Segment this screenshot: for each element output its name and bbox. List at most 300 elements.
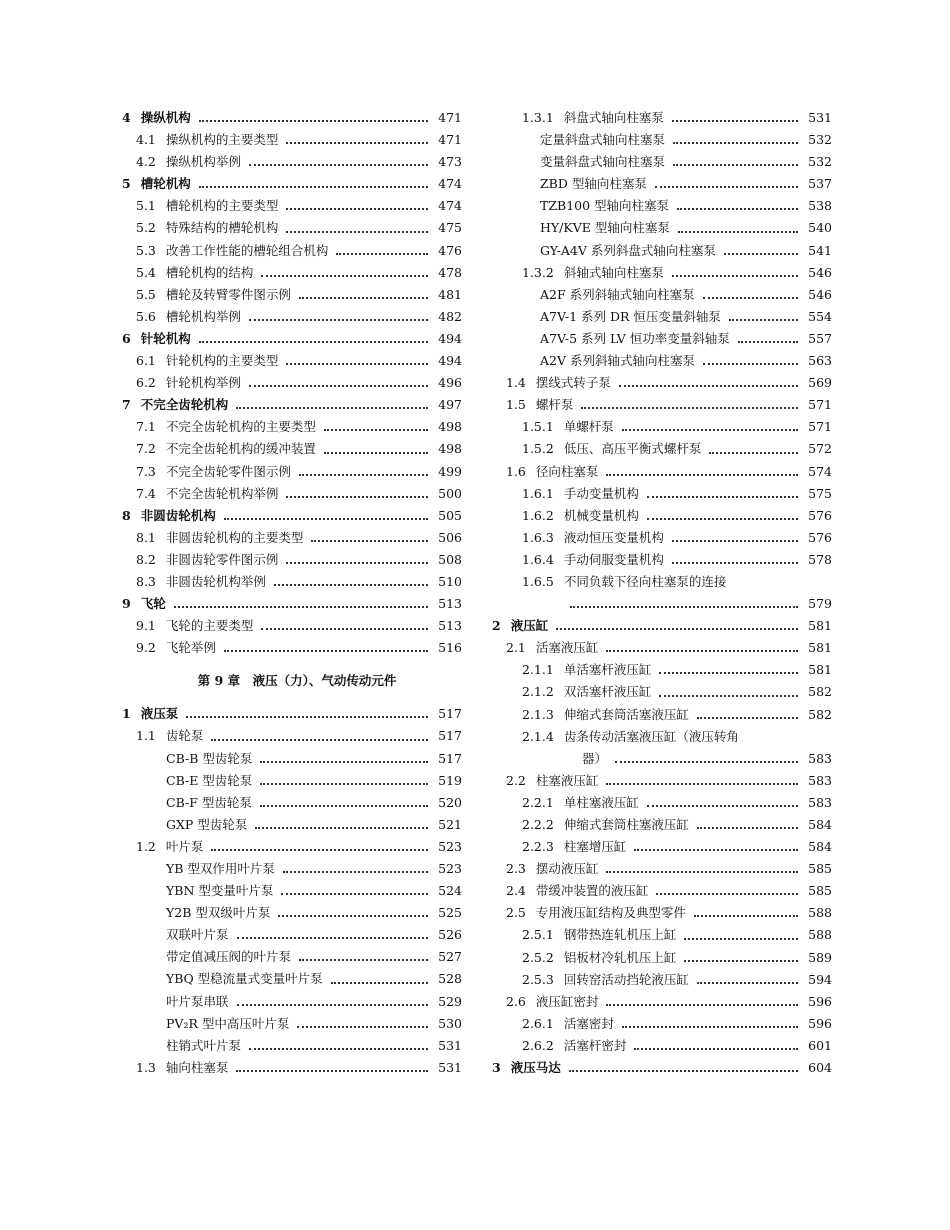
entry-number: 1.6.5	[522, 573, 554, 589]
entry-title: YBN 型变量叶片泵	[166, 883, 274, 899]
toc-entry[interactable]	[122, 217, 462, 239]
page-number: 594	[808, 971, 832, 987]
entry-number: 2.5.1	[522, 927, 554, 943]
entry-number: 5.3	[136, 242, 156, 258]
toc-entry[interactable]	[492, 681, 832, 703]
toc-entry[interactable]	[492, 659, 832, 681]
toc-entry[interactable]	[492, 438, 832, 460]
page-number: 538	[808, 198, 832, 214]
dot-leader	[299, 474, 428, 476]
dot-leader	[199, 341, 428, 343]
toc-entry[interactable]	[122, 527, 462, 549]
entry-number: 1.6	[506, 463, 526, 479]
toc-entry[interactable]	[122, 858, 462, 880]
page-number: 498	[438, 441, 462, 457]
entry-number: 7.3	[136, 463, 156, 479]
entry-title: A7V-1 系列 DR 恒压变量斜轴泵	[540, 308, 721, 324]
toc-entry[interactable]	[492, 770, 832, 792]
toc-entry[interactable]	[122, 792, 462, 814]
dot-leader	[255, 827, 428, 829]
page-number: 494	[438, 330, 462, 346]
page-number: 601	[808, 1037, 832, 1053]
page-number: 569	[808, 375, 832, 391]
toc-entry[interactable]	[122, 107, 462, 129]
entry-title: 飞轮举例	[165, 640, 216, 656]
entry-title: 液压缸	[510, 618, 549, 634]
entry-number: 8.1	[136, 529, 156, 545]
toc-entry[interactable]	[122, 284, 462, 306]
entry-number: 2.6.1	[522, 1015, 554, 1031]
entry-title: 活塞杆密封	[563, 1037, 627, 1053]
toc-entry[interactable]	[122, 328, 462, 350]
page-number: 563	[808, 353, 832, 369]
page-number: 510	[438, 573, 462, 589]
dot-leader	[260, 805, 428, 807]
entry-number: 9	[122, 596, 131, 612]
entry-number: 2.5.3	[522, 971, 554, 987]
dot-leader	[622, 1026, 798, 1028]
toc-entry[interactable]	[492, 195, 832, 217]
toc-entry[interactable]	[492, 107, 832, 129]
toc-entry[interactable]	[492, 527, 832, 549]
entry-number: 7.1	[136, 419, 156, 435]
dot-leader	[659, 672, 798, 674]
entry-title: 手动变量机构	[563, 485, 639, 501]
toc-entry[interactable]	[492, 328, 832, 350]
entry-title: 径向柱塞泵	[535, 463, 599, 479]
dot-leader	[729, 319, 798, 321]
toc-entry[interactable]	[122, 438, 462, 460]
toc-entry[interactable]	[492, 637, 832, 659]
dot-leader	[211, 739, 428, 741]
dot-leader	[615, 761, 798, 763]
entry-title: YB 型双作用叶片泵	[166, 861, 275, 876]
entry-title: 带缓冲装置的液压缸	[535, 883, 649, 899]
toc-entry[interactable]	[492, 461, 832, 483]
toc-entry[interactable]	[492, 748, 832, 770]
entry-title: 液动恒压变量机构	[563, 529, 664, 545]
dot-leader	[297, 1026, 428, 1028]
dot-leader	[249, 1048, 428, 1050]
page-number: 583	[808, 772, 832, 788]
page-number: 527	[438, 949, 462, 965]
toc-entry[interactable]	[492, 1035, 832, 1057]
chapter-heading: 第 9 章 液压（力）、气动传动元件	[197, 673, 397, 689]
dot-leader	[672, 275, 798, 277]
toc-left-column	[122, 107, 462, 1079]
entry-title: 柱销式叶片泵	[166, 1037, 242, 1053]
toc-entry[interactable]	[122, 946, 462, 968]
dot-leader	[286, 231, 428, 233]
toc-entry[interactable]	[122, 924, 462, 946]
toc-entry[interactable]	[122, 394, 462, 416]
toc-entry[interactable]	[122, 1035, 462, 1057]
entry-title: 非圆齿轮零件图示例	[165, 551, 279, 567]
page-number: 481	[438, 286, 462, 302]
toc-entry[interactable]	[122, 880, 462, 902]
entry-number: 1.6.1	[522, 485, 554, 501]
dot-leader	[697, 717, 798, 719]
entry-number: 2.2.3	[522, 839, 554, 855]
entry-title: 叶片泵串联	[166, 993, 229, 1009]
dot-leader	[199, 120, 428, 122]
toc-entry[interactable]	[492, 947, 832, 969]
toc-entry[interactable]	[492, 902, 832, 924]
toc-entry[interactable]	[122, 1057, 462, 1079]
dot-leader	[186, 716, 428, 718]
entry-number: 1.5.2	[522, 441, 554, 457]
page-number: 474	[438, 198, 462, 214]
page-number: 581	[808, 662, 832, 678]
dot-leader	[570, 606, 798, 608]
toc-entry[interactable]	[122, 505, 462, 527]
entry-title: 不同负载下径向柱塞泵的连接	[563, 573, 727, 589]
entry-title: 机械变量机构	[563, 507, 639, 523]
entry-title: 改善工作性能的槽轮组合机构	[165, 242, 329, 258]
page-number: 581	[808, 640, 832, 656]
toc-entry[interactable]	[492, 1057, 832, 1079]
page-number: 516	[438, 640, 462, 656]
dot-leader	[249, 319, 428, 321]
entry-title: 器）	[582, 750, 608, 766]
dot-leader	[606, 1004, 798, 1006]
dot-leader	[336, 253, 428, 255]
page-number: 604	[808, 1060, 832, 1076]
toc-entry[interactable]	[122, 814, 462, 836]
toc-entry[interactable]	[122, 1013, 462, 1035]
entry-number: 4.2	[136, 154, 156, 170]
toc-entry[interactable]	[122, 549, 462, 571]
entry-number: 1.6.3	[522, 529, 554, 545]
entry-number: 1.2	[136, 838, 156, 854]
toc-entry[interactable]	[122, 262, 462, 284]
toc-entry[interactable]	[492, 593, 832, 615]
dot-leader	[211, 849, 428, 851]
entry-title: 摆线式转子泵	[535, 375, 611, 391]
dot-leader	[237, 937, 428, 939]
toc-entry[interactable]	[122, 151, 462, 173]
entry-number: 4	[122, 110, 131, 125]
page-number: 588	[808, 905, 832, 921]
dot-leader	[236, 1070, 428, 1072]
toc-entry[interactable]	[122, 461, 462, 483]
entry-title: PV₂R 型中高压叶片泵	[166, 1015, 290, 1031]
page-number: 473	[438, 154, 462, 170]
entry-title: ZBD 型轴向柱塞泵	[540, 176, 647, 192]
entry-title: 低压、高压平衡式螺杆泵	[563, 441, 702, 457]
page-number: 496	[438, 375, 462, 391]
toc-entry[interactable]	[492, 151, 832, 173]
toc-entry[interactable]	[122, 195, 462, 217]
entry-number: 5.5	[136, 286, 156, 302]
entry-number: 1.3.1	[522, 110, 554, 125]
page-number: 576	[808, 507, 832, 523]
toc-entry[interactable]	[492, 416, 832, 438]
entry-title: 不完全齿轮机构的缓冲装置	[165, 441, 316, 457]
entry-title: 叶片泵	[165, 838, 204, 854]
page-number: 500	[438, 485, 462, 501]
page-number: 520	[438, 794, 462, 810]
page-number: 581	[808, 618, 832, 634]
toc-entry[interactable]	[492, 991, 832, 1013]
page-number: 582	[808, 706, 832, 722]
entry-title: 双联叶片泵	[166, 927, 229, 943]
dot-leader	[659, 695, 798, 697]
page-number: 517	[438, 728, 462, 744]
entry-title: 摆动液压缸	[535, 861, 599, 877]
dot-leader	[647, 805, 798, 807]
dot-leader	[677, 208, 798, 210]
page-number: 476	[438, 242, 462, 258]
dot-leader	[634, 1048, 798, 1050]
page-number: 525	[438, 905, 462, 921]
toc-entry[interactable]	[492, 129, 832, 151]
toc-entry[interactable]	[122, 416, 462, 438]
page-number: 471	[438, 132, 462, 148]
toc-entry[interactable]	[492, 571, 832, 593]
page-number: 474	[438, 176, 462, 192]
dot-leader	[673, 164, 798, 166]
page-number: 589	[808, 949, 832, 965]
entry-number: 9.2	[136, 640, 156, 656]
entry-title: 双活塞杆液压缸	[563, 684, 652, 700]
toc-entry[interactable]	[122, 129, 462, 151]
entry-number: 7.2	[136, 441, 156, 457]
dot-leader	[174, 606, 428, 608]
dot-leader	[606, 474, 798, 476]
toc-entry[interactable]	[492, 924, 832, 946]
entry-number: 2.1	[506, 640, 526, 656]
entry-title: 铝板材冷轧机压上缸	[563, 949, 677, 965]
entry-number: 5.6	[136, 308, 156, 324]
toc-entry[interactable]	[492, 284, 832, 306]
entry-title: YBQ 型稳流量式变量叶片泵	[166, 971, 323, 987]
dot-leader	[694, 915, 798, 917]
page-number: 571	[808, 397, 832, 413]
dot-leader	[286, 562, 428, 564]
page-number: 583	[808, 750, 832, 766]
entry-title: A2V 系列斜轴式轴向柱塞泵	[540, 353, 695, 369]
toc-entry[interactable]	[122, 350, 462, 372]
entry-title: CB-E 型齿轮泵	[166, 772, 253, 788]
dot-leader	[606, 783, 798, 785]
page-number: 571	[808, 419, 832, 435]
dot-leader	[684, 960, 798, 962]
dot-leader	[634, 849, 798, 851]
entry-title: 齿轮泵	[165, 728, 204, 744]
entry-title: 专用液压缸结构及典型零件	[535, 905, 686, 921]
entry-title: 柱塞增压缸	[563, 839, 627, 855]
toc-entry[interactable]	[492, 240, 832, 262]
toc-entry[interactable]	[122, 372, 462, 394]
entry-title: 非圆齿轮机构的主要类型	[165, 529, 304, 545]
page-number: 576	[808, 529, 832, 545]
toc-entry[interactable]	[492, 880, 832, 902]
page-number: 572	[808, 441, 832, 457]
toc-entry[interactable]	[122, 637, 462, 659]
entry-title: 斜盘式轴向柱塞泵	[563, 110, 664, 125]
entry-title: 槽轮机构举例	[165, 308, 241, 324]
page-number: 546	[808, 264, 832, 280]
dot-leader	[311, 540, 428, 542]
page-number: 526	[438, 927, 462, 943]
toc-entry[interactable]	[122, 571, 462, 593]
page-number: 579	[808, 596, 832, 612]
toc-entry[interactable]	[492, 350, 832, 372]
toc-entry[interactable]	[492, 394, 832, 416]
entry-number: 2.1.2	[522, 684, 554, 700]
toc-entry[interactable]	[122, 615, 462, 637]
entry-number: 8	[122, 507, 131, 523]
entry-number: 2.1.3	[522, 706, 554, 722]
dot-leader	[249, 164, 428, 166]
page-number: 554	[808, 308, 832, 324]
dot-leader	[697, 982, 798, 984]
dot-leader	[672, 120, 798, 122]
dot-leader	[703, 297, 798, 299]
entry-number: 1.6.2	[522, 507, 554, 523]
entry-title: 活塞密封	[563, 1015, 614, 1031]
page-number: 519	[438, 772, 462, 788]
entry-number: 6.1	[136, 353, 156, 369]
entry-title: GY-A4V 系列斜盘式轴向柱塞泵	[540, 242, 716, 258]
toc-entry[interactable]	[492, 969, 832, 991]
toc-entry[interactable]	[122, 240, 462, 262]
toc-entry[interactable]	[122, 306, 462, 328]
dot-leader	[261, 628, 428, 630]
toc-entry[interactable]	[122, 968, 462, 990]
toc-entry[interactable]	[492, 217, 832, 239]
entry-title: 螺杆泵	[535, 397, 574, 413]
toc-entry[interactable]	[492, 306, 832, 328]
entry-number: 4.1	[136, 132, 156, 148]
page-number: 529	[438, 993, 462, 1009]
entry-title: 液压缸密封	[535, 993, 599, 1009]
toc-entry[interactable]	[492, 704, 832, 726]
page-number: 531	[438, 1037, 462, 1053]
toc-entry[interactable]	[122, 703, 462, 725]
toc-entry[interactable]	[122, 483, 462, 505]
entry-title: 不完全齿轮零件图示例	[165, 463, 291, 479]
dot-leader	[236, 407, 428, 409]
entry-number: 1.5	[506, 397, 526, 413]
dot-leader	[331, 982, 428, 984]
page-number: 588	[808, 927, 832, 943]
page-number: 505	[438, 507, 462, 523]
toc-entry[interactable]	[492, 483, 832, 505]
entry-title: 操纵机构举例	[165, 154, 241, 170]
page-number: 506	[438, 529, 462, 545]
entry-number: 2	[492, 618, 501, 634]
toc-entry[interactable]	[492, 372, 832, 394]
toc-entry[interactable]	[492, 173, 832, 195]
entry-title: 不完全齿轮机构举例	[165, 485, 279, 501]
entry-number: 8.3	[136, 573, 156, 589]
dot-leader	[237, 1004, 428, 1006]
page-number: 541	[808, 242, 832, 258]
toc-entry[interactable]	[492, 836, 832, 858]
toc-entry[interactable]	[492, 262, 832, 284]
toc-entry[interactable]	[122, 593, 462, 615]
toc-entry[interactable]	[122, 725, 462, 747]
page-number: 575	[808, 485, 832, 501]
dot-leader	[647, 518, 798, 520]
page-number: 532	[808, 154, 832, 170]
entry-number: 1.4	[506, 375, 526, 391]
page-number: 583	[808, 794, 832, 810]
toc-entry[interactable]	[122, 770, 462, 792]
toc-entry[interactable]	[492, 615, 832, 637]
entry-title: 柱塞液压缸	[535, 772, 599, 788]
dot-leader	[724, 253, 798, 255]
page-number: 524	[438, 883, 462, 899]
entry-number: 9.1	[136, 618, 156, 634]
toc-entry[interactable]	[122, 173, 462, 195]
dot-leader	[286, 496, 428, 498]
dot-leader	[647, 496, 798, 498]
dot-leader	[556, 628, 798, 630]
entry-title: 钢带热连轧机压上缸	[563, 927, 677, 943]
entry-number: 2.6.2	[522, 1037, 554, 1053]
entry-title: 飞轮	[140, 596, 166, 612]
toc-entry[interactable]	[492, 1013, 832, 1035]
dot-leader	[299, 297, 428, 299]
entry-number: 1.6.4	[522, 551, 554, 567]
entry-title: 单柱塞液压缸	[563, 794, 639, 810]
entry-number: 1.3	[136, 1059, 156, 1075]
toc-entry[interactable]	[492, 505, 832, 527]
dot-leader	[672, 540, 798, 542]
toc-entry[interactable]	[122, 836, 462, 858]
page-number: 478	[438, 264, 462, 280]
entry-title: GXP 型齿轮泵	[166, 816, 248, 832]
dot-leader	[224, 518, 428, 520]
entry-title: TZB100 型轴向柱塞泵	[540, 198, 670, 214]
page-number: 498	[438, 419, 462, 435]
entry-title: 斜轴式轴向柱塞泵	[563, 264, 664, 280]
toc-entry[interactable]	[122, 748, 462, 770]
entry-number: 2.4	[506, 883, 526, 899]
toc-entry[interactable]	[492, 814, 832, 836]
entry-number: 2.2.2	[522, 817, 554, 832]
entry-number: 5.2	[136, 220, 156, 236]
entry-title: A7V-5 系列 LV 恒功率变量斜轴泵	[540, 330, 730, 346]
entry-title: 不完全齿轮机构的主要类型	[165, 419, 316, 435]
entry-number: 8.2	[136, 551, 156, 567]
toc-entry[interactable]	[492, 792, 832, 814]
dot-leader	[261, 275, 428, 277]
dot-leader	[622, 429, 798, 431]
page-number: 596	[808, 993, 832, 1009]
entry-number: 2.2	[506, 772, 526, 788]
entry-number: 5.1	[136, 198, 156, 214]
toc-entry[interactable]	[492, 858, 832, 880]
dot-leader	[260, 761, 428, 763]
entry-title: 活塞液压缸	[535, 640, 599, 656]
toc-entry[interactable]	[122, 991, 462, 1013]
toc-entry[interactable]	[492, 726, 832, 748]
page-number: 528	[438, 971, 462, 987]
entry-number: 3	[492, 1060, 501, 1076]
entry-title: 操纵机构	[140, 110, 191, 125]
page-number: 557	[808, 330, 832, 346]
page-number: 584	[808, 817, 832, 832]
toc-entry[interactable]	[122, 902, 462, 924]
page-number: 530	[438, 1015, 462, 1031]
dot-leader	[199, 186, 428, 188]
dot-leader	[569, 1070, 798, 1072]
toc-entry[interactable]	[492, 549, 832, 571]
